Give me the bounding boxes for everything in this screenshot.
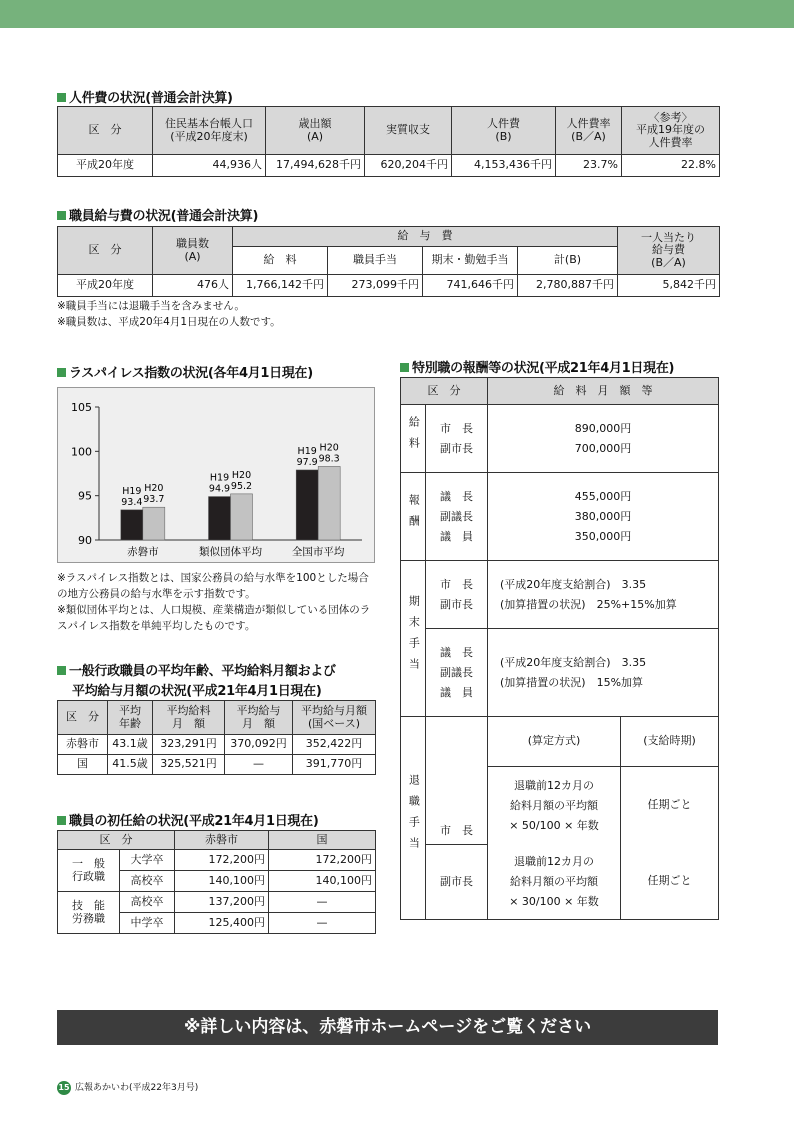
post-cell (426, 629, 488, 717)
table-cell: 41.5歳 (108, 755, 153, 775)
header-cell: 給 与 費 (233, 227, 618, 247)
header-cell (622, 107, 720, 155)
category-label: 赤磐市 (127, 546, 159, 558)
category-cell: 給料 (401, 405, 426, 473)
table-cell: 43.1歳 (108, 735, 153, 755)
cell-text: 平均給与月額 (国ベース) (301, 703, 367, 730)
job-group-cell (58, 892, 120, 934)
green-square-icon (57, 211, 66, 220)
timing-cell: 任期ごと (621, 845, 719, 920)
table-cell: 国 (58, 755, 108, 775)
avg-salary-table (57, 700, 376, 775)
table-cell: 125,400円 (175, 913, 269, 934)
header-cell (556, 107, 622, 155)
cell-text: 一 般 行政職 (72, 856, 105, 883)
cell-text: 退職前12カ月の 給料月額の平均額 × 30/100 × 年数 (509, 854, 599, 908)
y-tick-label: 95 (78, 489, 92, 503)
cell-text: 人件費 (B) (487, 116, 520, 143)
staff-salary-title: 職員給与費の状況(普通会計決算) (57, 205, 258, 224)
amount-cell (488, 405, 719, 473)
table-cell: 5,842千円 (618, 275, 720, 297)
starting-salary-title: 職員の初任給の状況(平成21年4月1日現在) (57, 810, 318, 829)
table-cell: 370,092円 (225, 735, 293, 755)
cell-text: 〈参考〉 平成19年度の 人件費率 (636, 110, 705, 149)
table-cell: 平成20年度 (58, 275, 153, 297)
header-cell: 赤磐市 (175, 831, 269, 850)
job-group-cell (58, 850, 120, 892)
bar-h19 (296, 470, 318, 540)
special-post-title: 特別職の報酬等の状況(平成21年4月1日現在) (400, 357, 674, 376)
bonus-cell: (平成20年度支給割合) 3.35 (加算措置の状況) 25%+15%加算 (488, 561, 719, 629)
category-label: 全国市平均 (291, 546, 345, 558)
table-cell: 2,780,887千円 (518, 275, 618, 297)
table-cell: 741,646千円 (423, 275, 518, 297)
table-cell: 391,770円 (293, 755, 376, 775)
bar-h19 (209, 497, 231, 540)
bar-h19 (121, 510, 143, 540)
formula-cell (488, 767, 621, 845)
table-cell: 172,200円 (175, 850, 269, 871)
personnel-cost-table (57, 106, 720, 177)
table-cell: 140,100円 (175, 871, 269, 892)
category-label: 類似団体平均 (199, 546, 262, 558)
table-cell: 大学卒 (120, 850, 175, 871)
cell-text: 職員数 (A) (176, 236, 209, 263)
homepage-banner: ※詳しい内容は、赤磐市ホームページをご覧ください (57, 1010, 718, 1045)
cell-text: 市 長 副市長 (440, 577, 473, 611)
post-cell (426, 405, 488, 473)
table-cell: 352,422円 (293, 735, 376, 755)
data-label: 98.3 (318, 453, 340, 465)
table-cell: 高校卒 (120, 871, 175, 892)
cell-text: 平均 年齢 (119, 703, 141, 730)
personnel-cost-title: 人件費の状況(普通会計決算) (57, 87, 233, 106)
table-cell: 140,100円 (269, 871, 376, 892)
table-cell: 17,494,628千円 (266, 155, 365, 177)
header-cell (108, 701, 153, 735)
header-cell (618, 227, 720, 275)
series-label: H20 (319, 442, 339, 454)
sub-header-cell: 期末・勤勉手当 (423, 247, 518, 275)
green-square-icon (57, 666, 66, 675)
category-cell: 退職手当 (401, 717, 426, 920)
header-cell (293, 701, 376, 735)
table-cell: 4,153,436千円 (452, 155, 556, 177)
laspeyres-title: ラスパイレス指数の状況(各年4月1日現在) (57, 362, 313, 381)
series-label: H19 (122, 485, 142, 497)
series-label: H19 (209, 472, 230, 484)
table-cell: 273,099千円 (328, 275, 423, 297)
table-cell: 赤磐市 (58, 735, 108, 755)
green-square-icon (57, 93, 66, 102)
staff-salary-note: ※職員手当には退職手当を含みません。 (57, 300, 245, 312)
data-label: 93.7 (143, 494, 165, 506)
table-cell: 高校卒 (120, 892, 175, 913)
y-tick-label: 105 (71, 401, 92, 414)
table-cell: 323,291円 (153, 735, 225, 755)
cell-text: 技 能 労務職 (72, 898, 105, 925)
header-cell (153, 107, 266, 155)
header-cell (266, 107, 365, 155)
table-cell: — (269, 892, 376, 913)
publication-name: 広報あかいわ(平成22年3月号) (75, 1083, 199, 1093)
header-cell: 区 分 (58, 831, 175, 850)
laspeyres-note: ※ラスパイレス指数とは、国家公務員の給与水準を100とした場合の地方公務員の給与水準を示す指数です。 (57, 572, 369, 600)
table-cell: 中学卒 (120, 913, 175, 934)
table-cell: — (225, 755, 293, 775)
cell-text: 住民基本台帳人口 (平成20年度末) (165, 116, 253, 143)
cell-text: 一人当たり 給与費 (B／A) (641, 230, 696, 269)
cell-text: 平均給与 月 額 (236, 703, 281, 730)
header-cell: 区 分 (58, 227, 153, 275)
header-cell (153, 227, 233, 275)
series-label: H19 (297, 445, 317, 457)
category-cell: 報酬 (401, 473, 426, 561)
special-post-table (400, 377, 719, 920)
laspeyres-note: ※類似団体平均とは、人口規模、産業構造が類似している団体のラスパイレス指数を単純平均したものです。 (57, 604, 371, 632)
cell-text: 歳出額 (A) (298, 116, 332, 143)
header-cell (452, 107, 556, 155)
header-cell: 区 分 (58, 701, 108, 735)
formula-cell (488, 845, 621, 920)
cell-text: 市 長 副市長 (440, 421, 473, 455)
post-cell (426, 561, 488, 629)
cell-text: 議 長 副議長 議 員 (440, 645, 473, 699)
y-tick-label: 100 (71, 445, 92, 459)
table-cell: 1,766,142千円 (233, 275, 328, 297)
data-label: 95.2 (230, 480, 253, 492)
cell-text: 455,000円 380,000円 350,000円 (574, 489, 632, 543)
amount-cell (488, 473, 719, 561)
retire-header-cell: (算定方式) (488, 717, 621, 767)
bar-h20 (143, 507, 165, 540)
green-square-icon (57, 368, 66, 377)
header-cell (153, 701, 225, 735)
header-cell: 実質収支 (365, 107, 452, 155)
table-cell: 22.8% (622, 155, 720, 177)
staff-salary-table (57, 226, 720, 297)
cell-text: 退職前12カ月の 給料月額の平均額 × 50/100 × 年数 (509, 778, 599, 832)
green-square-icon (57, 816, 66, 825)
laspeyres-chart (57, 387, 375, 563)
avg-salary-title: 一般行政職員の平均年齢、平均給料月額および (57, 660, 336, 679)
data-label: 94.9 (208, 483, 231, 495)
header-cell (225, 701, 293, 735)
staff-salary-note: ※職員数は、平成20年4月1日現在の人数です。 (57, 316, 281, 328)
table-cell: 137,200円 (175, 892, 269, 913)
starting-salary-table (57, 830, 376, 934)
header-cell: 区 分 (401, 378, 488, 405)
data-label: 93.4 (121, 496, 143, 508)
table-cell: 23.7% (556, 155, 622, 177)
header-cell: 給 料 月 額 等 (488, 378, 719, 405)
table-cell: 平成20年度 (58, 155, 153, 177)
table-cell: 325,521円 (153, 755, 225, 775)
table-cell: 44,936人 (153, 155, 266, 177)
avg-salary-title-line2: 平均給与月額の状況(平成21年4月1日現在) (72, 684, 322, 699)
cell-text: 人件費率 (B／A) (566, 116, 611, 143)
bar-h20 (318, 466, 340, 540)
post-cell: 市 長 (426, 717, 488, 845)
table-cell: 172,200円 (269, 850, 376, 871)
post-cell: 副市長 (426, 845, 488, 920)
series-label: H20 (231, 469, 252, 481)
cell-text: 平均給料 月 額 (166, 703, 211, 730)
table-cell: 620,204千円 (365, 155, 452, 177)
sub-header-cell: 計(B) (518, 247, 618, 275)
top-color-bar (0, 0, 794, 28)
sub-header-cell: 職員手当 (328, 247, 423, 275)
header-cell: 国 (269, 831, 376, 850)
sub-header-cell: 給 料 (233, 247, 328, 275)
page-number: 15 (57, 1081, 71, 1095)
timing-cell: 任期ごと (621, 767, 719, 845)
category-cell: 期末手当 (401, 561, 426, 717)
series-label: H20 (144, 483, 164, 495)
header-cell: 区 分 (58, 107, 153, 155)
table-cell: — (269, 913, 376, 934)
y-tick-label: 90 (78, 534, 92, 547)
cell-text: 890,000円 700,000円 (574, 421, 632, 455)
post-cell (426, 473, 488, 561)
cell-text: 議 長 副議長 議 員 (440, 489, 473, 543)
data-label: 97.9 (296, 456, 318, 468)
bar-h20 (231, 494, 253, 540)
table-cell: 476人 (153, 275, 233, 297)
bonus-cell: (平成20年度支給割合) 3.35 (加算措置の状況) 15%加算 (488, 629, 719, 717)
retire-header-cell: (支給時期) (621, 717, 719, 767)
green-square-icon (400, 363, 409, 372)
